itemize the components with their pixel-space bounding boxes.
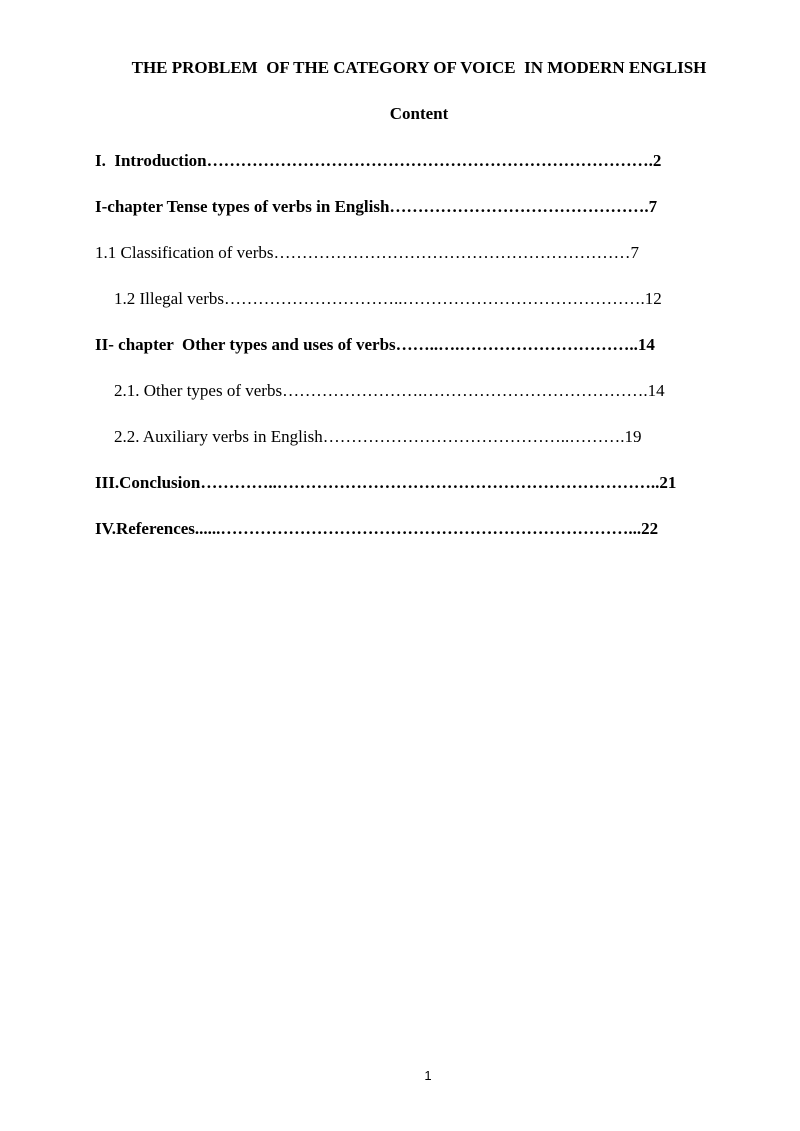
toc-entry-1-1: 1.1 Classification of verbs………………………………………………………7 — [95, 243, 639, 262]
toc-entry-1-2: 1.2 Illegal verbs…………………………..…………………………………….12 — [114, 289, 662, 308]
toc-entry-chapter-2: II- chapter Other types and uses of verbs……..….…………………………..14 — [95, 335, 655, 354]
toc-entry-references: IV.References......………………………………………………………………...22 — [95, 519, 659, 538]
content-heading: Content — [389, 104, 449, 123]
toc-entry-2-2: 2.2. Auxiliary verbs in English……………………………………..……….19 — [114, 427, 642, 446]
toc-entry-introduction: I. Introduction…………………………………………………………………….2 — [95, 151, 662, 170]
toc-entry-2-1: 2.1. Other types of verbs…………………….………………………………….14 — [114, 381, 665, 400]
page-number: 1 — [424, 1068, 432, 1083]
toc-entry-conclusion: III.Conclusion…………..…………………………………………………………..21 — [95, 473, 677, 492]
toc-entry-chapter-1: I-chapter Tense types of verbs in English……………………………………….7 — [95, 197, 658, 216]
document-title: THE PROBLEM OF THE CATEGORY OF VOICE IN MODERN ENGLISH — [131, 58, 707, 77]
